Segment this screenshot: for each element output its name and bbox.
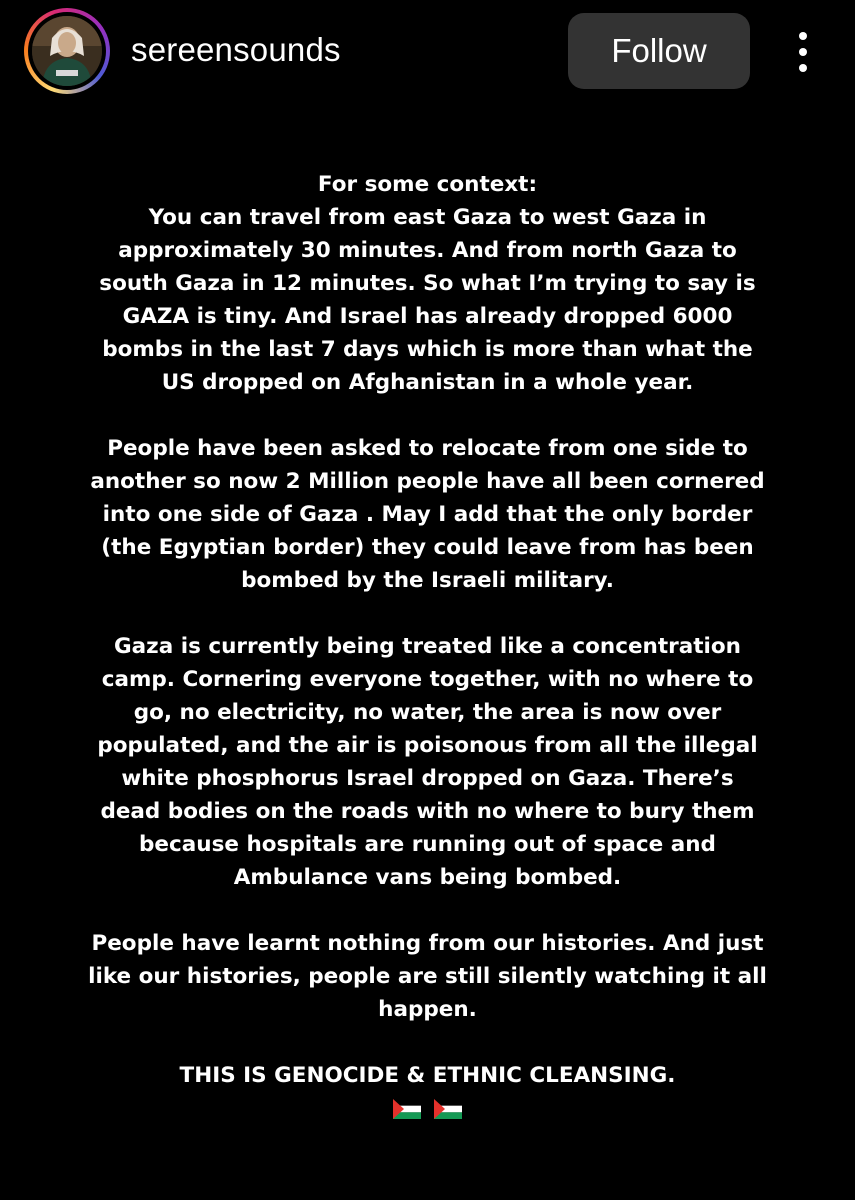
palestine-flag-icon [393,1099,421,1119]
text-line: Ambulance vans being bombed. [233,865,622,890]
text-line: (the Egyptian border) they could leave from has been [101,535,754,560]
text-line: bombed by the Israeli military. [241,568,614,593]
story-text [0,168,855,1124]
text-line: THIS IS GENOCIDE & ETHNIC CLEANSING. [179,1063,676,1088]
flag-row [0,1094,855,1124]
text-line: People have been asked to relocate from one side to [107,436,748,461]
text-line: happen. [378,997,477,1022]
text-line: white phosphorus Israel dropped on Gaza. There’s [121,766,734,791]
avatar-image [32,16,102,86]
text-line: south Gaza in 12 minutes. So what I’m trying to say is [99,271,756,296]
text-line: Gaza is currently being treated like a concentration [114,634,741,659]
story-header [0,0,855,100]
text-line: For some context: [317,172,538,197]
text-line: approximately 30 minutes. And from north Gaza to [118,238,737,263]
paragraph-closing [0,1059,855,1124]
avatar-gap [28,12,106,90]
palestine-flag-icon [434,1099,462,1119]
text-line: because hospitals are running out of space and [139,832,716,857]
username[interactable]: sereensounds [131,31,341,68]
text-line: You can travel from east Gaza to west Gaza in [148,205,707,230]
text-line: like our histories, people are still silently watching it all [88,964,767,989]
text-line: into one side of Gaza . May I add that the only border [102,502,753,527]
text-line: GAZA is tiny. And Israel has already dropped 6000 [122,304,733,329]
text-line: bombs in the last 7 days which is more than what the [102,337,753,362]
text-line: People have learnt nothing from our histories. And just [91,931,764,956]
story-ring[interactable] [24,8,110,94]
more-options-icon[interactable] [792,32,814,72]
follow-button[interactable]: Follow [568,13,750,89]
text-line: go, no electricity, no water, the area is now over [133,700,722,725]
avatar[interactable] [32,16,102,86]
text-line: another so now 2 Million people have all been cornered [90,469,765,494]
text-line: US dropped on Afghanistan in a whole year. [161,370,694,395]
paragraph-relocation [0,432,855,597]
text-line: camp. Cornering everyone together, with no where to [101,667,754,692]
paragraph-histories [0,927,855,1026]
text-line: dead bodies on the roads with no where to bury them [100,799,755,824]
text-line: populated, and the air is poisonous from all the illegal [97,733,758,758]
paragraph-context [0,168,855,399]
paragraph-conditions [0,630,855,894]
